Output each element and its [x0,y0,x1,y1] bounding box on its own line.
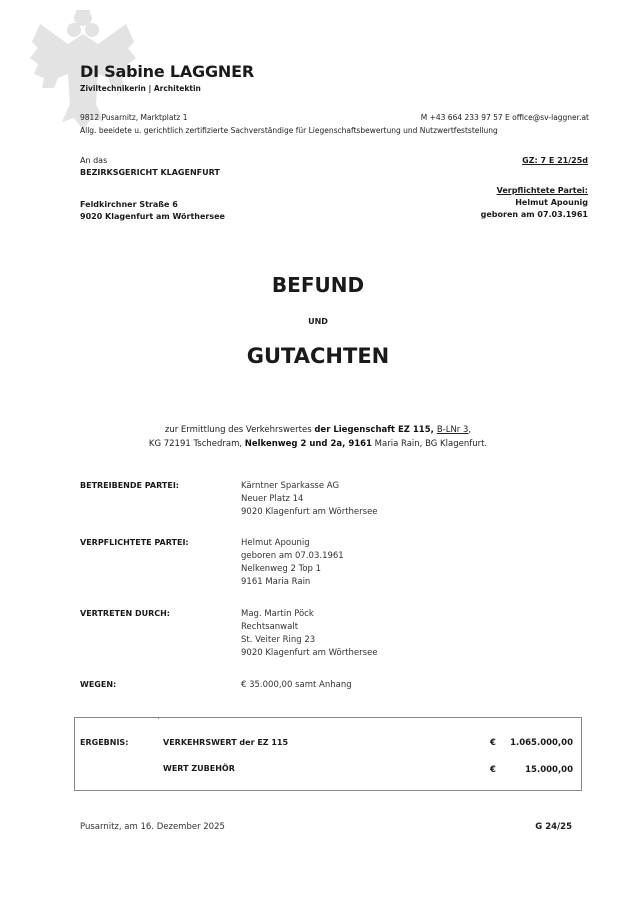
recipient-block [80,155,220,179]
result-label: ERGEBNIS: [80,738,129,747]
party-value-verpflichtete [241,537,344,589]
party-label-wegen: WEGEN: [80,680,117,689]
case-block [481,155,588,221]
recipient-city: 9020 Klagenfurt am Wörthersee [80,212,225,221]
title-gutachten: GUTACHTEN [246,344,390,368]
obligated-party-born: geboren am 07.03.1961 [480,210,588,219]
case-number: GZ: 7 E 21/25d [522,156,588,165]
party-line: Helmut Apounig [241,538,310,548]
party-value-betreibende [241,480,378,519]
author-contact: M +43 664 233 97 57 E office@sv-laggner.at [420,113,589,122]
author-name: DI Sabine LAGGNER [80,62,254,81]
party-label-vertreten: VERTRETEN DURCH: [80,609,171,618]
result-amount-verkehrswert: 1.065.000,00 [510,738,573,748]
party-value-vertreten [241,608,378,660]
party-label-betreibende: BETREIBENDE PARTEI: [80,481,179,490]
author-subtitle: Ziviltechnikerin | Architektin [80,84,201,93]
purpose-text: zur Ermittlung des Verkehrswertes [164,425,315,435]
recipient-line1: An das [80,156,108,165]
party-line: geboren am 07.03.1961 [241,551,344,561]
purpose-property: der Liegenschaft EZ 115, [314,425,437,435]
party-line: Nelkenweg 2 Top 1 [241,564,322,574]
result-item-verkehrswert: VERKEHRSWERT der EZ 115 [163,738,289,747]
party-line: 9020 Klagenfurt am Wörthersee [241,507,378,517]
recipient-court: BEZIRKSGERICHT KLAGENFURT [80,168,220,177]
party-line: Neuer Platz 14 [241,494,304,504]
party-line: Rechtsanwalt [241,622,299,632]
result-currency: € [490,738,496,748]
obligated-party-name: Helmut Apounig [515,198,588,207]
obligated-party-label: Verpflichtete Partei: [496,186,588,195]
title-und: UND [308,317,328,326]
purpose-comma: , [468,425,472,435]
footer-place-date: Pusarnitz, am 16. Dezember 2025 [80,822,225,832]
party-line: 9020 Klagenfurt am Wörthersee [241,648,378,658]
purpose-location: Maria Rain, BG Klagenfurt. [371,439,488,449]
party-label-verpflichtete: VERPFLICHTETE PARTEI: [80,538,189,547]
author-certification: Allg. beeidete u. gerichtlich zertifizierte Sachverständige für Liegenschaftsbewertung und Nutzwertfeststellung [80,126,498,135]
result-amount-zubehoer: 15.000,00 [525,765,573,775]
party-line: € 35.000,00 samt Anhang [241,680,352,690]
purpose-statement [0,423,636,451]
recipient-address [80,199,225,223]
result-currency: € [490,765,496,775]
purpose-address: Nelkenweg 2 und 2a, 9161 [244,439,372,449]
title-befund: BEFUND [271,273,365,297]
result-item-zubehoer: WERT ZUBEHÖR [163,764,235,773]
party-line: 9161 Maria Rain [241,577,311,587]
party-line: Kärntner Sparkasse AG [241,481,340,491]
party-line: Mag. Martin Pöck [241,609,314,619]
author-address: 9812 Pusarnitz, Marktplatz 1 [80,113,188,122]
party-line: St. Veiter Ring 23 [241,635,316,645]
result-box [74,717,582,791]
footer-doc-ref: G 24/25 [535,822,572,832]
purpose-kg: KG 72191 Tschedram, [148,439,245,449]
recipient-street: Feldkirchner Straße 6 [80,200,178,209]
box-tick [158,717,159,719]
party-value-wegen [241,679,352,692]
purpose-blnr: B-LNr 3 [436,425,469,435]
